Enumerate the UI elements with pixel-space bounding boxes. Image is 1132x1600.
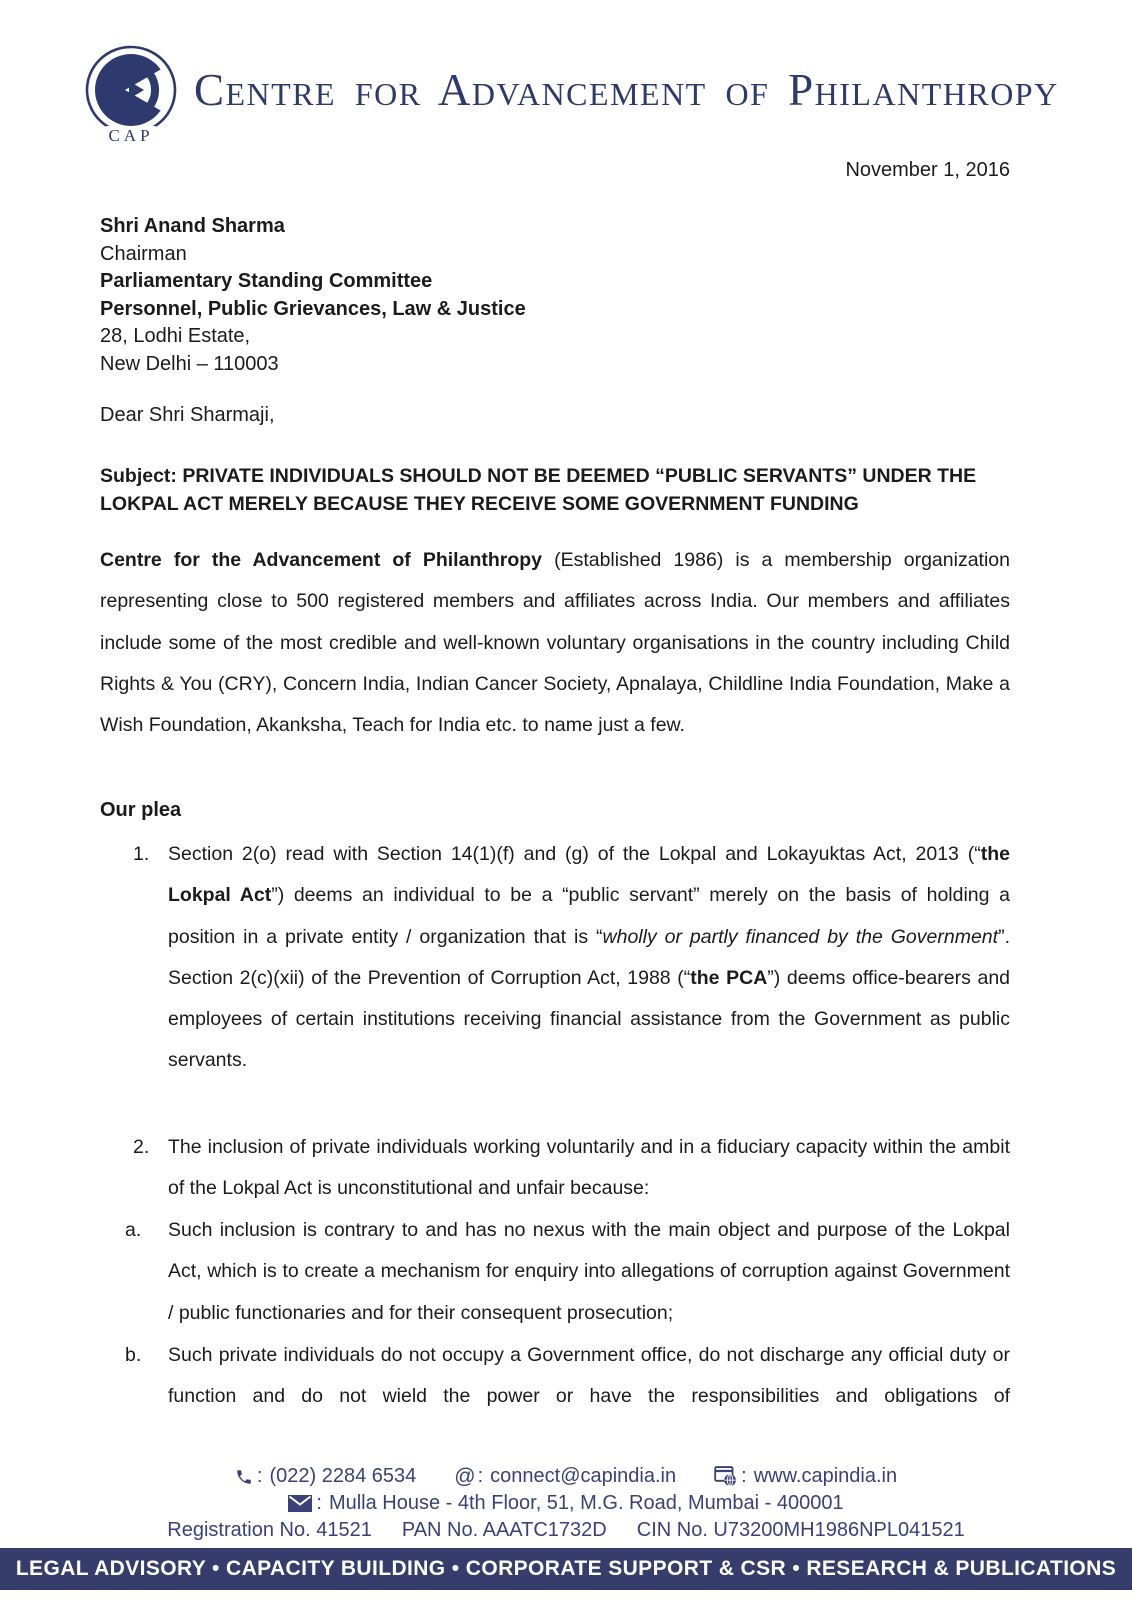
plea-item-b xyxy=(125,1335,1010,1418)
recipient-committee: Parliamentary Standing Committee xyxy=(100,270,433,292)
intro-paragraph xyxy=(100,540,1010,746)
plea-heading: Our plea xyxy=(100,799,182,821)
website-entry: : www.capindia.in xyxy=(714,1465,897,1488)
recipient-department: Personnel, Public Grievances, Law & Justice xyxy=(100,297,526,320)
at-icon: @ xyxy=(454,1464,476,1488)
item-b-marker: b. xyxy=(125,1344,142,1366)
postal-address: Mulla House - 4th Floor, 51, M.G. Road, Mumbai - 400001 xyxy=(328,1492,844,1514)
phone-number: (022) 2284 6534 xyxy=(269,1465,417,1487)
salutation-text: Dear Shri Sharmaji, xyxy=(100,404,275,426)
intro-org-bold: Centre for the Advancement of Philanthropy xyxy=(100,549,543,571)
email-address: connect@capindia.in xyxy=(490,1465,677,1487)
address-entry: : Mulla House - 4th Floor, 51, M.G. Road, Mumbai - 400001 xyxy=(288,1492,843,1515)
recipient-block xyxy=(100,213,526,378)
org-name: Centre for Advancement of Philanthropy xyxy=(194,64,1059,115)
footer-address-row xyxy=(0,1490,1132,1517)
footer-registration-row xyxy=(0,1517,1132,1544)
subject-line2: LOKPAL ACT MERELY BECAUSE THEY RECEIVE SOME GOVERNMENT FUNDING xyxy=(100,493,859,515)
browser-icon xyxy=(714,1466,737,1487)
services-bar: LEGAL ADVISORY • CAPACITY BUILDING • CORPORATE SUPPORT & CSR • RESEARCH & PUBLICATIONS xyxy=(0,1548,1132,1590)
recipient-title: Chairman xyxy=(100,242,187,265)
recipient-address-line2: New Delhi – 110003 xyxy=(100,352,279,375)
recipient-name: Shri Anand Sharma xyxy=(100,215,285,237)
pan-number: PAN No. AAATC1732D xyxy=(401,1519,607,1541)
plea-item-1 xyxy=(133,834,1010,1082)
intro-rest: (Established 1986) is a membership organization representing close to 500 registered members and affiliates across India. Our members and affiliates include some of the most credible and well-known voluntary organisations in the country including Child Rights & You (CRY), Concern India, Indian Cancer Society, Apnalaya, Childline India Foundation, Make a Wish Foundation, Akanksha, Teach for India etc. to name just a few. xyxy=(100,549,1010,737)
recipient-address-line1: 28, Lodhi Estate, xyxy=(100,325,251,347)
item-a-text: Such inclusion is contrary to and has no nexus with the main object and purpose of the Lokpal Act, which is to create a mechanism for enquiry into allegations of corruption against Government / public functionaries and for their consequent prosecution; xyxy=(168,1219,1010,1324)
item-1-text: Section 2(o) read with Section 14(1)(f) and (g) of the Lokpal and Lokayuktas Act, 2013 (“the Lokpal Act”) deems an individual to be a “public servant” merely on the basis of holding a position in a private entity / organization that is “wholly or partly financed by the Government”. Section 2(c)(xii) of the Prevention of Corruption Act, 1988 (“the PCA”) deems office-bearers and employees of certain institutions receiving financial assistance from the Government as public servants. xyxy=(168,843,1011,1072)
subject-heading xyxy=(100,462,1010,518)
phone-icon xyxy=(235,1467,253,1487)
date-text: November 1, 2016 xyxy=(845,159,1010,181)
item-1-number: 1. xyxy=(133,843,150,865)
email-entry: @ : connect@capindia.in xyxy=(454,1464,677,1488)
footer xyxy=(0,1463,1132,1544)
subject-line1: Subject: PRIVATE INDIVIDUALS SHOULD NOT BE DEEMED “PUBLIC SERVANTS” UNDER THE xyxy=(100,465,977,487)
registration-number: Registration No. 41521 xyxy=(167,1519,372,1541)
footer-contact-row xyxy=(0,1463,1132,1490)
item-b-text: Such private individuals do not occupy a Government office, do not discharge any official duty or function and do not wield the power or have the responsibilities and obligations of xyxy=(168,1344,1010,1408)
cin-number: CIN No. U73200MH1986NPL041521 xyxy=(636,1519,965,1541)
letterhead xyxy=(84,44,1059,146)
cap-logo-icon xyxy=(84,44,180,146)
phone-entry: : (022) 2284 6534 xyxy=(235,1465,416,1488)
logo-cap-text: CAP xyxy=(108,126,154,145)
item-a-marker: a. xyxy=(125,1219,142,1241)
item-2-text: The inclusion of private individuals working voluntarily and in a fiduciary capacity within the ambit of the Lokpal Act is unconstitutional and unfair because: xyxy=(168,1136,1010,1200)
envelope-icon xyxy=(288,1495,312,1512)
plea-item-2 xyxy=(133,1127,1010,1210)
item-2-number: 2. xyxy=(133,1136,150,1158)
website-url: www.capindia.in xyxy=(753,1465,898,1487)
plea-item-a xyxy=(125,1210,1010,1334)
